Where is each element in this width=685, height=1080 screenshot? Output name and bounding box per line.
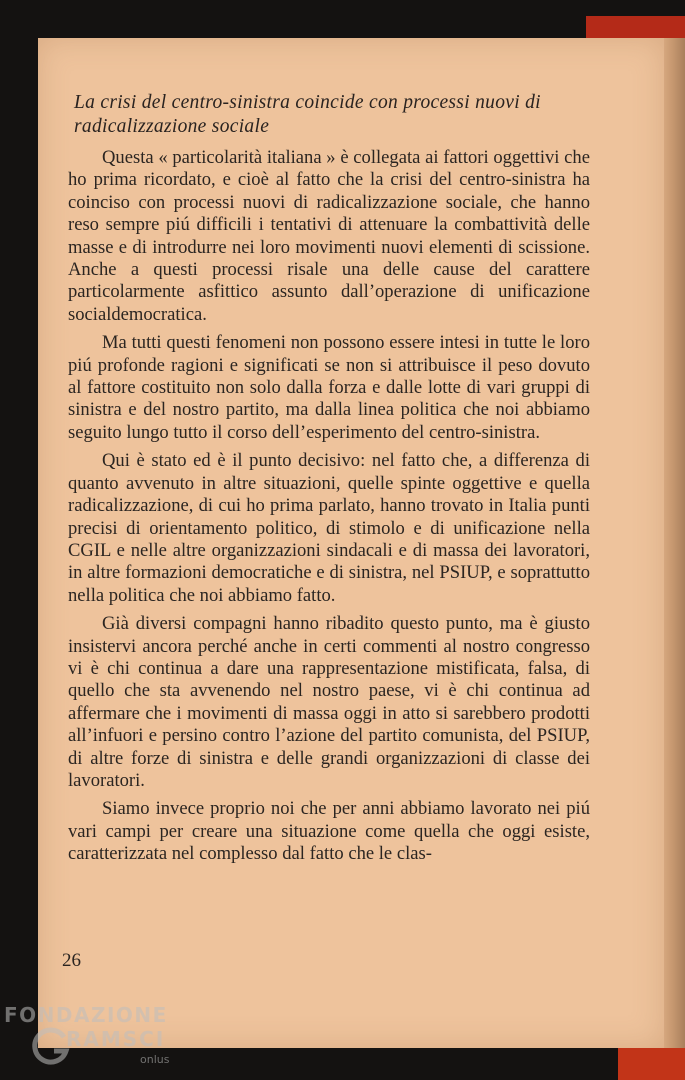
paragraph-2: Ma tutti questi fenomeni non possono essere intesi in tutte le loro piú profonde ragioni e significati se non si attribuisce il peso dovuto al fattore costituito non solo dalla forza e dalle lotte di vari gruppi di sinistra e del nostro partito, ma dalla linea politica che noi abbiamo seguito lungo tutto il corso dell’esperimento del centro-sinistra. — [68, 332, 590, 443]
fondazione-gramsci-watermark — [4, 1003, 184, 1075]
page-number: 26 — [62, 950, 81, 971]
watermark-line2: RAMSCI — [66, 1027, 166, 1051]
watermark-line1: FONDAZIONE — [4, 1003, 168, 1027]
section-heading: La crisi del centro-sinistra coincide con processi nuovi di radicalizzazione sociale — [74, 92, 541, 137]
paragraph-3: Qui è stato ed è il punto decisivo: nel fatto che, a differenza di quanto avvenuto in altre situazioni, quelle spinte oggettive e quella radicalizzazione, di cui ho prima parlato, hanno trovato in Italia punti precisi di orientamento politico, di stimolo e di unificazione nella CGIL e nelle altre organizzazioni sindacali e di massa dei lavoratori, in altre formazioni democratiche e di sinistra, nel PSIUP, e soprattutto nella politica che noi abbiamo fatto. — [68, 450, 590, 606]
paragraph-4: Già diversi compagni hanno ribadito questo punto, ma è giusto insistervi ancora perché anche in certi commenti al nostro congresso vi è chi continua a dare una rappresentazione mistificata, falsa, di quello che sta avvenendo nel nostro paese, vi è chi continua ad affermare che i movimenti di massa oggi in atto si sarebbero prodotti all’infuori e persino contro l’azione del partito comunista, del PSIUP, di altre forze di sinistra e delle grandi organizzazioni di classe dei lavoratori. — [68, 613, 590, 791]
watermark-onlus: onlus — [140, 1053, 170, 1066]
paragraph-1: Questa « particolarità italiana » è collegata ai fattori oggettivi che ho prima ricordato, e cioè al fatto che la crisi del centro-sinistra ha coinciso con processi nuovi di radicalizzazione sociale, che hanno reso sempre piú difficili i tentativi di attenuare la combattività delle masse e di introdurre nei loro movimenti nuovi elementi di scissione. Anche a questi processi risale una delle cause del carattere particolarmente asfittico assunto dall’operazione di unificazione socialdemocratica. — [68, 147, 590, 325]
book-red-edge-top — [586, 16, 685, 38]
body-text — [68, 147, 590, 872]
paragraph-5: Siamo invece proprio noi che per anni abbiamo lavorato nei piú vari campi per creare una situazione come quella che oggi esiste, caratterizzata nel complesso dal fatto che le clas- — [68, 798, 590, 865]
facing-page-edge — [662, 38, 685, 1048]
